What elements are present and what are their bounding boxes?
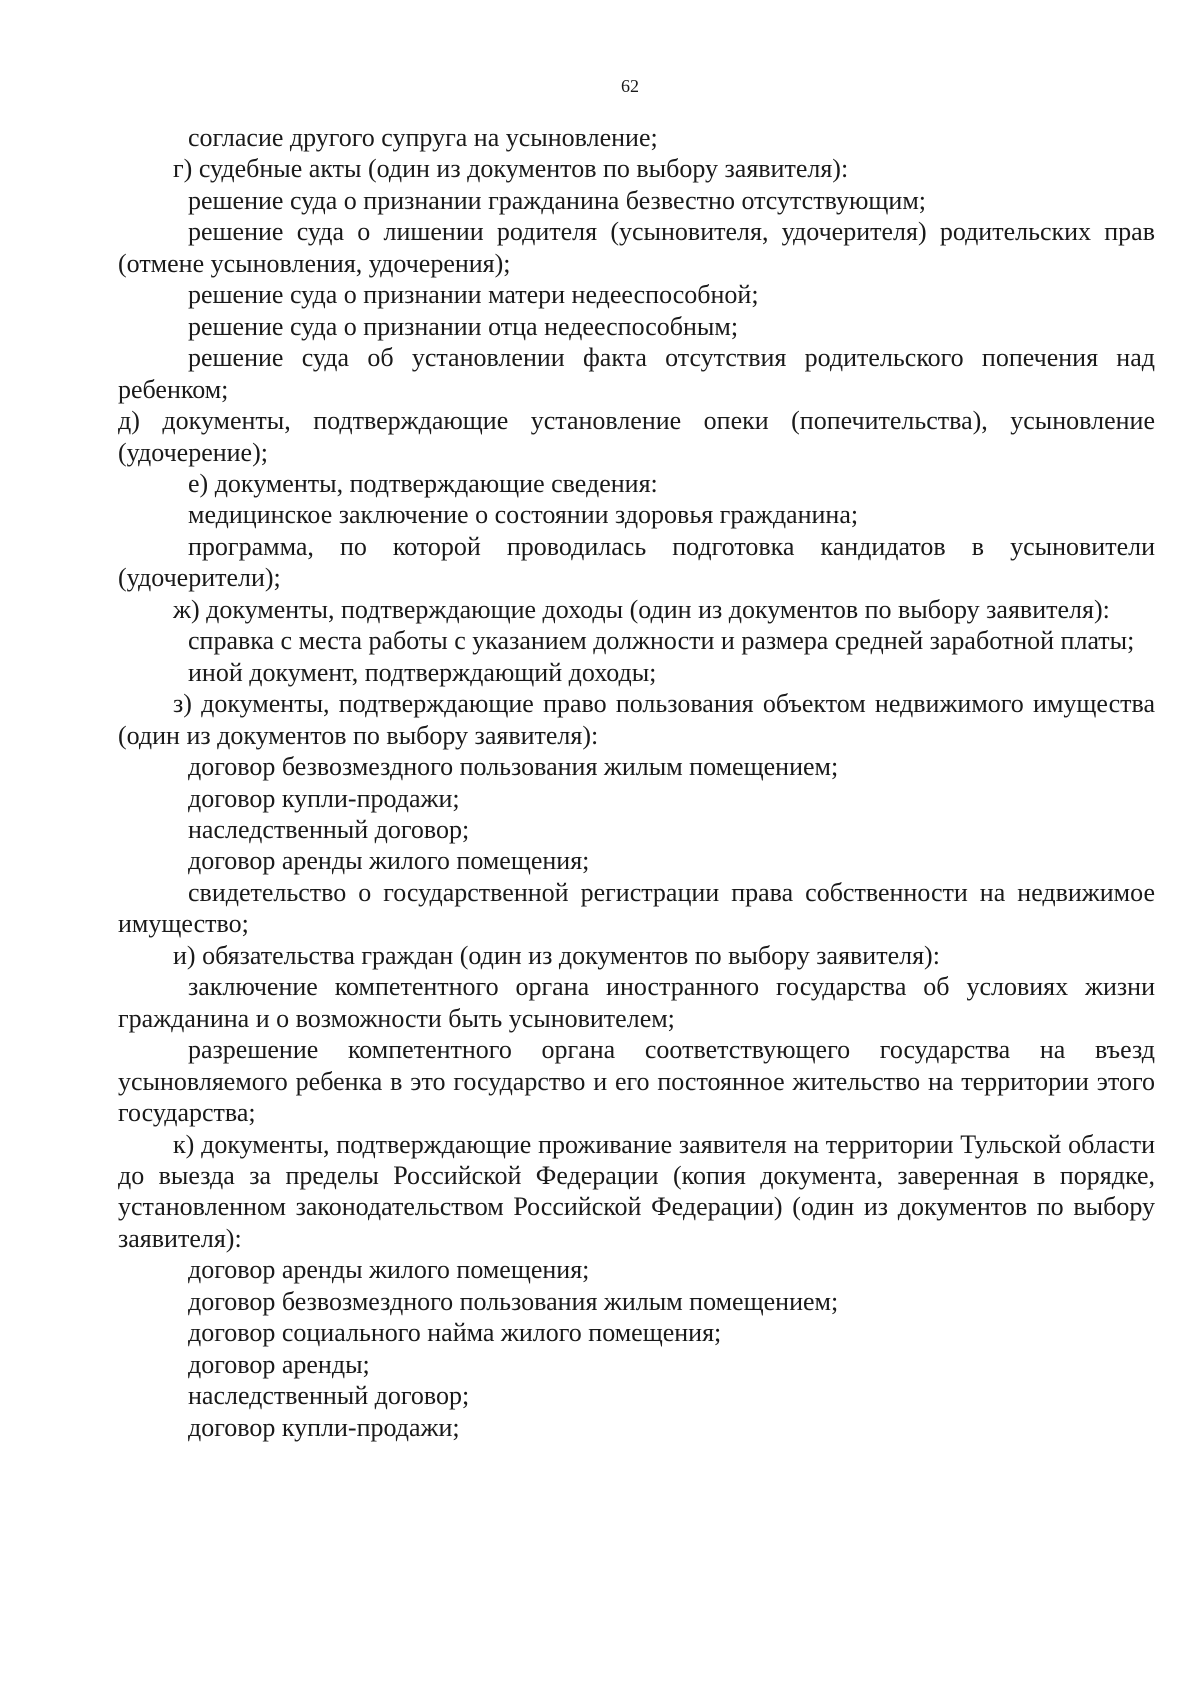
paragraph: решение суда о признании гражданина безвестно отсутствующим; [188,185,926,215]
page-number: 62 [621,76,639,96]
paragraph: договор социального найма жилого помещения; [188,1318,722,1348]
paragraph: к) документы, подтверждающие проживание заявителя на территории Тульской области до выезда за пределы Российской Федерации (копия документа, заверенная в порядке, установленном законодательством Российской Федерации) (один из документов по выбору заявителя): [118,1129,1155,1253]
paragraph: согласие другого супруга на усыновление; [188,123,658,152]
paragraph: договор купли-продажи; [188,783,460,813]
paragraph: договор аренды жилого помещения; [188,846,590,876]
paragraph: и) обязательства граждан (один из документов по выбору заявителя): [173,940,940,970]
paragraph: заключение компетентного органа иностранного государства об условиях жизни гражданина и о возможности быть усыновителем; [118,972,1155,1033]
paragraph: ж) документы, подтверждающие доходы (один из документов по выбору заявителя): [173,594,1110,624]
document-body [118,122,1155,1443]
paragraph: г) судебные акты (один из документов по выбору заявителя): [173,154,849,184]
paragraph: решение суда о признании матери недееспособной; [188,280,759,310]
paragraph: решение суда о признании отца недееспособным; [188,311,739,341]
paragraph: наследственный договор; [188,814,470,844]
paragraph: решение суда о лишении родителя (усыновителя, удочерителя) родительских прав (отмене усыновления, удочерения); [118,217,1155,278]
paragraph: справка с места работы с указанием должности и размера средней заработной платы; [188,626,1135,656]
paragraph: свидетельство о государственной регистрации права собственности на недвижимое имущество; [118,877,1155,939]
paragraph: договор аренды; [188,1349,370,1379]
paragraph: д) документы, подтверждающие установление опеки (попечительства), усыновление (удочерение); [118,406,1155,467]
paragraph: наследственный договор; [188,1381,470,1411]
paragraph: решение суда об установлении факта отсутствия родительского попечения над ребенком; [118,343,1155,404]
paragraph: з) документы, подтверждающие право пользования объектом недвижимого имущества (один из документов по выбору заявителя): [118,689,1155,750]
paragraph: иной документ, подтверждающий доходы; [188,657,657,687]
paragraph: разрешение компетентного органа соответствующего государства на въезд усыновляемого ребенка в это государство и его постоянное жительство на территории этого государства; [118,1035,1155,1128]
paragraph: программа, по которой проводилась подготовка кандидатов в усыновители (удочерители); [118,531,1155,593]
paragraph: медицинское заключение о состоянии здоровья гражданина; [188,500,859,530]
paragraph: договор безвозмездного пользования жилым помещением; [188,1286,839,1316]
paragraph: договор безвозмездного пользования жилым помещением; [188,752,839,782]
paragraph: е) документы, подтверждающие сведения: [188,468,658,498]
paragraph: договор аренды жилого помещения; [188,1255,590,1285]
paragraph: договор купли-продажи; [188,1412,460,1442]
